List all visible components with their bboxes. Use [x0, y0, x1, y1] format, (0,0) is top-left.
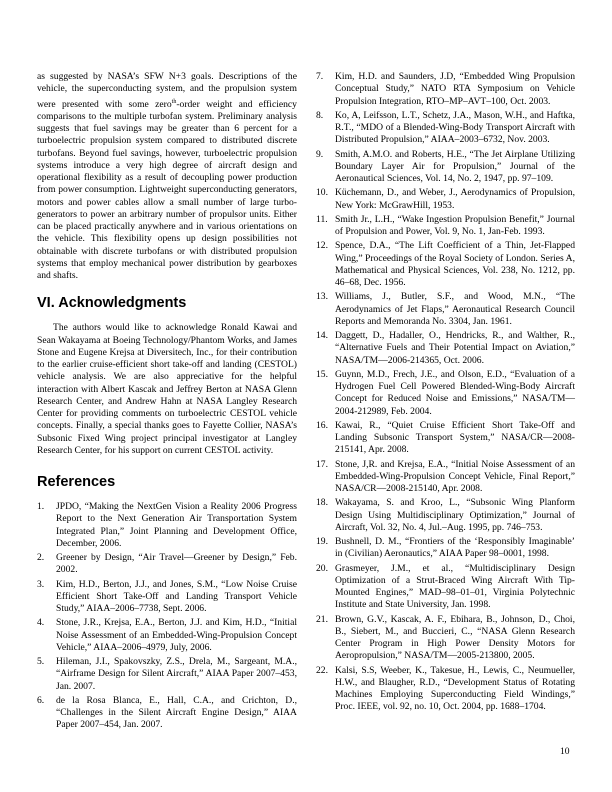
- reference-item: [37, 617, 297, 654]
- reference-text: Smith, A.M.O. and Roberts, H.E., “The Jet Airplane Utilizing Boundary Layer Air for Propulsion,” Journal of the Aeronautical Sciences, Vol. 14, No. 2, 1947, pp. 97–109.: [335, 148, 575, 184]
- reference-number: 3.: [37, 578, 45, 590]
- reference-item: [316, 330, 575, 367]
- reference-item: [37, 656, 297, 693]
- reference-text: de la Rosa Blanca, E., Hall, C.A., and Crichton, D., “Challenges in the Silent Aircraft Engine Design,” AIAA Paper 2007–454, Jan. 2007.: [56, 694, 297, 731]
- reference-text: Grasmeyer, J.M., et al., “Multidisciplinary Design Optimization of a Strut-Braced Wing Aircraft With Tip-Mounted Engines,” MAD–98–01–01, Virginia Polytechnic Institute and State University, Jan. 1998.: [335, 562, 575, 611]
- reference-number: 4.: [37, 617, 45, 629]
- references-list-right: [316, 71, 575, 714]
- reference-number: 21.: [316, 613, 328, 625]
- references-heading: References: [37, 474, 116, 491]
- conclusion-text-start: as suggested by NASA’s SFW N+3 goals. Descriptions of the vehicle, the superconducting system, and the propulsion system were presented with some zero: [37, 71, 297, 110]
- reference-number: 17.: [316, 458, 328, 470]
- reference-text: Ko, A, Leifsson, L.T., Schetz, J.A., Mason, W.H., and Haftka, R.T., “MDO of a Blended-Wing-Body Transport Aircraft with Distributed Propulsion,” AIAA–2003–6732, Nov. 2003.: [335, 109, 575, 146]
- reference-number: 9.: [316, 148, 324, 160]
- reference-item: [316, 291, 575, 328]
- reference-text: Wakayama, S. and Kroo, L., “Subsonic Wing Planform Design Using Multidisciplinary Optimization,” Journal of Aircraft, Vol. 32, No. 4, Jul.–Aug. 1995, pp. 746–753.: [335, 497, 575, 533]
- ordinal-superscript: th: [171, 98, 177, 105]
- page-number: 10: [560, 746, 570, 757]
- reference-number: 5.: [37, 656, 45, 668]
- acknowledgments-heading: VI. Acknowledgments: [37, 295, 187, 312]
- reference-number: 10.: [316, 187, 328, 199]
- reference-text: Greener by Design, “Air Travel—Greener by Design,” Feb. 2002.: [56, 552, 297, 576]
- conclusion-paragraph: [37, 71, 297, 282]
- reference-number: 19.: [316, 536, 328, 547]
- left-column: [37, 71, 297, 734]
- reference-number: 1.: [37, 501, 45, 513]
- reference-text: Spence, D.A., “The Lift Coefficient of a Thin, Jet-Flapped Wing,” Proceedings of the Royal Society of London. Series A, Mathematical and Physical Sciences, Vol. 238, No. 1212, pp. 46–68, Dec. 1956.: [335, 240, 575, 288]
- reference-text: Stone, J,R. and Krejsa, E.A., “Initial Noise Assessment of an Embedded-Wing-Propulsion Concept Vehicle, Final Report,” NASA/CR—2008-215140, Apr. 2008.: [335, 458, 575, 494]
- reference-item: [316, 149, 575, 186]
- reference-item: [316, 369, 575, 418]
- references-list-left: [37, 501, 297, 732]
- reference-number: 12.: [316, 240, 328, 252]
- reference-item: [316, 563, 575, 612]
- reference-number: 18.: [316, 497, 328, 509]
- conclusion-text-end: -order weight and efficiency comparisons to the multiple turbofan system. Preliminary analysis suggests that fuel savings may be greater than 6 percent for a turboelectric propulsion system compared to distributed discrete turbofans. Beyond fuel savings, however, turboelectric propulsion systems introduce a very high degree of aircraft design and operational flexibility as a result of decoupling power production from power consumption. Lightweight superconducting generators, motors and power cables allow a small number of large turbo-generators to power an arbitrary number of propulsor units. Either can be placed practically anywhere and in various orientations on the vehicle. This flexibility opens up design possibilities not obtainable with discrete turbofans or with distributed propulsion systems that employ mechanical power distribution by gearboxes and shafts.: [37, 98, 297, 282]
- reference-text: Kawai, R., “Quiet Cruise Efficient Short Take-Off and Landing Subsonic Transport System,” NASA/CR—2008-215141, Apr. 2008.: [335, 419, 575, 456]
- reference-item: [316, 110, 575, 147]
- reference-number: 20.: [316, 562, 328, 574]
- reference-number: 7.: [316, 71, 324, 82]
- reference-number: 8.: [316, 109, 324, 121]
- reference-number: 13.: [316, 291, 328, 303]
- acknowledgments-paragraph: The authors would like to acknowledge Ronald Kawai and Sean Wakayama at Boeing Technology/Phantom Works, and James Stone and Eugene Krejsa at Diversitech, Inc., for their contribution to the earlier cruise-efficient short take-off and landing (CESTOL) vehicle analysis. We are also appreciative for the helpful interaction with Albert Kascak and Jeffrey Berton at NASA Glenn Research Center, and Andrew Hahn at NASA Langley Research Center for providing comments on turboelectric CESTOL vehicle concepts. Finally, a special thanks goes to Fayette Collier, NASA’s Subsonic Fixed Wing project principal investigator at Langley Research Center, for his support on current CESTOL activity.: [37, 322, 297, 456]
- reference-item: [316, 665, 575, 714]
- reference-item: [37, 579, 297, 616]
- reference-number: 16.: [316, 419, 328, 431]
- reference-number: 15.: [316, 368, 328, 380]
- reference-item: [316, 71, 575, 108]
- reference-text: Guynn, M.D., Frech, J.E., and Olson, E.D., “Evaluation of a Hydrogen Fuel Cell Powered Blended-Wing-Body Aircraft Concept for Reduced Noise and Emissions,” NASA/TM—2004-212989, Feb. 2004.: [335, 368, 575, 417]
- reference-text: Kim, H.D., Berton, J.J., and Jones, S.M., “Low Noise Cruise Efficient Short Take-Off and Landing Transport Vehicle Study,” AIAA–2006–7738, Sept. 2006.: [56, 578, 297, 615]
- reference-number: 14.: [316, 330, 328, 341]
- reference-text: Brown, G.V., Kascak, A. F., Ebihara, B., Johnson, D., Choi, B., Siebert, M., and Buccieri, C., “NASA Glenn Research Center Program in High Power Density Motors for Aeropropulsion,” NASA/TM—2005-213800, 2005.: [335, 613, 575, 662]
- reference-number: 11.: [316, 213, 328, 225]
- reference-text: Hileman, J.I., Spakovszky, Z.S., Drela, M., Sargeant, M.A., “Airframe Design for Silent Aircraft,” AIAA Paper 2007–453, Jan. 2007.: [56, 656, 297, 692]
- reference-item: [37, 695, 297, 732]
- reference-item: [37, 552, 297, 577]
- reference-text: Williams, J., Butler, S.F., and Wood, M.N., “The Aerodynamics of Jet Flaps,” Aeronautical Research Council Reports and Memoranda No. 3304, Jan. 1961.: [335, 291, 575, 327]
- reference-text: Bushnell, D. M., “Frontiers of the ‘Responsibly Imaginable’ in (Civilian) Aeronautics,” AIAA Paper 98–0001, 1998.: [335, 536, 575, 560]
- reference-text: Küchemann, D., and Weber, J., Aerodynamics of Propulsion, New York: McGrawHill, 1953.: [335, 187, 575, 211]
- reference-item: [316, 214, 575, 239]
- reference-text: Daggett, D., Hadaller, O., Hendricks, R., and Walther, R., “Alternative Fuels and Their Potential Impact on Aviation,” NASA/TM—2006-214365, Oct. 2006.: [335, 330, 575, 366]
- reference-text: Kim, H.D. and Saunders, J.D, “Embedded Wing Propulsion Conceptual Study,” NATO RTA Symposium on Vehicle Propulsion Integration, RTO–MP–AVT–100, Oct. 2003.: [335, 71, 575, 107]
- reference-number: 22.: [316, 664, 328, 676]
- reference-item: [316, 459, 575, 496]
- reference-item: [316, 187, 575, 212]
- reference-item: [316, 536, 575, 561]
- reference-number: 2.: [37, 552, 45, 564]
- reference-item: [316, 420, 575, 457]
- reference-item: [316, 497, 575, 534]
- reference-item: [316, 240, 575, 289]
- reference-text: Stone, J.R., Krejsa, E.A., Berton, J.J. and Kim, H.D., “Initial Noise Assessment of an Embedded-Wing-Propulsion Concept Vehicle,” AIAA–2006–4979, July, 2006.: [56, 617, 297, 653]
- reference-text: Smith Jr., L.H., “Wake Ingestion Propulsion Benefit,” Journal of Propulsion and Power, Vol. 9, No. 1, Jan-Feb. 1993.: [335, 213, 575, 237]
- reference-text: Kalsi, S.S, Weeber, K., Takesue, H., Lewis, C., Neumueller, H.W., and Blaugher, R.D., “Development Status of Rotating Machines Employing Superconducting Field Windings,” Proc. IEEE, vol. 92, no. 10, Oct. 2004, pp. 1688–1704.: [335, 664, 575, 713]
- reference-item: [316, 614, 575, 663]
- reference-text: JPDO, “Making the NextGen Vision a Reality 2006 Progress Report to the Next Generation Air Transportation System Integrated Plan,” Joint Planning and Development Office, December, 2006.: [56, 501, 297, 549]
- reference-item: [37, 501, 297, 550]
- right-column: [316, 71, 575, 716]
- reference-number: 6.: [37, 694, 45, 706]
